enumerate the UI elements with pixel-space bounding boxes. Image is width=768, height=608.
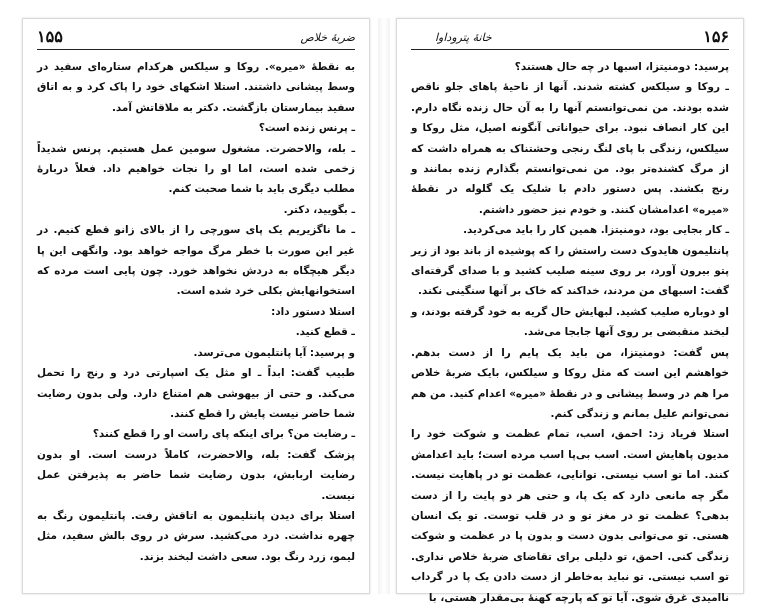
paragraph: استلا برای دیدن پانتلیمون به اتاقش رفت. پانتلیمون رنگ به چهره نداشت. درد می‌کشید. سرش در روی بالش سفید، مثل لیمو، زرد رنگ بود. سعی داشت لبخند بزند. xyxy=(37,509,355,563)
paragraph: ـ بله، والاحضرت. مشغول سومین عمل هستیم. پرنس شدیداً زخمی شده است، اما او را نجات خواهیم داد. فعلاً دربارهٔ مطلب دیگری باید با شما صحبت کنم. xyxy=(37,142,355,196)
paragraph: ـ روکا و سیلکس کشته شدند. آنها از ناحیهٔ پاهای جلو ناقص شده بودند. من نمی‌توانستم آنها را به آن حال زنده نگاه دارم. این کار انصاف نبود. برای حیواناتی آنگونه اصیل، مثل روکا و سیلکس، زندگی با پای لنگ رنجی وحشتناک به همراه داشت که از مرگ کشنده‌تر بود. من نمی‌توانستم بگذارم زنده بمانند و رنج بکشند. پس دستور دادم با شلیک یک گلوله در نقطهٔ «میره» اعدامشان کنند. و خودم نیز حضور داشتم. xyxy=(411,81,729,216)
running-head: ضربهٔ خلاص xyxy=(300,31,355,44)
right-page-header xyxy=(411,29,729,50)
paragraph: استلا دستور داد: xyxy=(271,305,355,318)
paragraph: پس گفت: دومنیتزا، من باید یک پایم را از دست بدهم. خواهشم این است که مثل روکا و سیلکس، بایک ضربهٔ خلاص مرا هم در وسط پیشانی و در نقطهٔ «میره» اعدام کنید. من هم نمی‌توانم علیل بمانم و زندگی کنم. xyxy=(411,346,729,420)
paragraph: ـ رضایت من؟ برای اینکه پای راست او را قطع کنند؟ xyxy=(92,428,355,441)
paragraph: پزشک گفت: بله، والاحضرت، کاملاً درست است. او بدون رضایت اربابش، بدون رضایت شما حاضر به پذیرفتن عمل نیست. xyxy=(37,448,355,502)
left-page-body xyxy=(37,57,355,587)
running-head: خانهٔ پتروداوا xyxy=(435,31,492,44)
paragraph: پرسید: دومنیتزا، اسبها در چه حال هستند؟ xyxy=(514,61,729,73)
paragraph: و پرسید: آیا پانتلیمون می‌ترسد. xyxy=(193,346,355,359)
paragraph: ـ پرنس زنده است؟ xyxy=(258,122,355,135)
paragraph: پانتلیمون هایدوک دست راستش را که پوشیده از باند بود از زیر پتو بیرون آورد، بر روی سینه صلیب کشید و با صدای گرفته‌ای گفت: اسبهای من مردند، خداکند که خاک بر آنها سنگینی نکند. xyxy=(411,244,729,298)
paragraph: ـ قطع کنید. xyxy=(295,326,355,339)
paragraph: او دوباره صلیب کشید. لبهایش حال گریه به خود گرفته بودند، و لبخند منقبضی بر روی آنها جابجا می‌شد. xyxy=(411,305,729,339)
right-page xyxy=(396,18,744,604)
book-gutter xyxy=(378,18,390,594)
paragraph: طبیب گفت: ابداً ـ او مثل یک اسپارتی درد و رنج را تحمل می‌کند. و حتی از بیهوشی هم امتناع دارد. ولی بدون رضایت شما حاضر نیست پایش را قطع کنند. xyxy=(37,367,355,420)
paragraph: ـ بگویید، دکتر. xyxy=(283,203,355,216)
right-page-body xyxy=(411,57,729,604)
paragraph: به نقطهٔ «میره». روکا و سیلکس هرکدام ستاره‌ای سفید در وسط پیشانی داشتند. استلا اشکهای خود را پاک کرد و به اتاق سفید بیمارستان بازگشت. دکتر به ملاقاتش آمد. xyxy=(37,61,355,114)
page-number: ۱۵۵ xyxy=(37,27,63,46)
paragraph: استلا فریاد زد: احمق، اسب، تمام عظمت و شوکت خود را مدیون پاهایش است. اسب بی‌پا اسب مرده است؛ باید اعدامش کنند. اما تو اسب نیستی. توانایی، عظمت تو در پاهایت نیست. مگر چه مانعی دارد که یک پا، و حتی هر دو پایت را از دست بدهی؟ عظمت تو در مغز تو و در قلب توست. تو یک انسان هستی. تو می‌توانی بدون دست و بدون پا در عظمت و شوکت زندگی کنی. احمق، تو دلیلی برای تقاضای ضربهٔ خلاص نداری. تو اسب نیستی. تو نباید به‌خاطر از دست دادن یک پا در گرداب ناامیدی غرق شوی. آیا تو که پارچه کهنهٔ بی‌مقدار هستی، با xyxy=(411,428,729,604)
paragraph: ـ کار بجایی بود، دومنیتزا. همین کار را باید می‌کردید. xyxy=(463,224,729,237)
page-number: ۱۵۶ xyxy=(703,27,729,46)
left-page-header xyxy=(37,29,355,50)
left-page xyxy=(22,18,370,594)
paragraph: ـ ما ناگزیریم یک پای سورچی را از بالای زانو قطع کنیم. در غیر این صورت با خطر مرگ مواجه خواهد بود. وانگهی این پا دیگر هیچگاه به دردش نخواهد خورد. چون پایی است مرده که استخوانهایش بکلی خرد شده است. xyxy=(37,224,355,298)
